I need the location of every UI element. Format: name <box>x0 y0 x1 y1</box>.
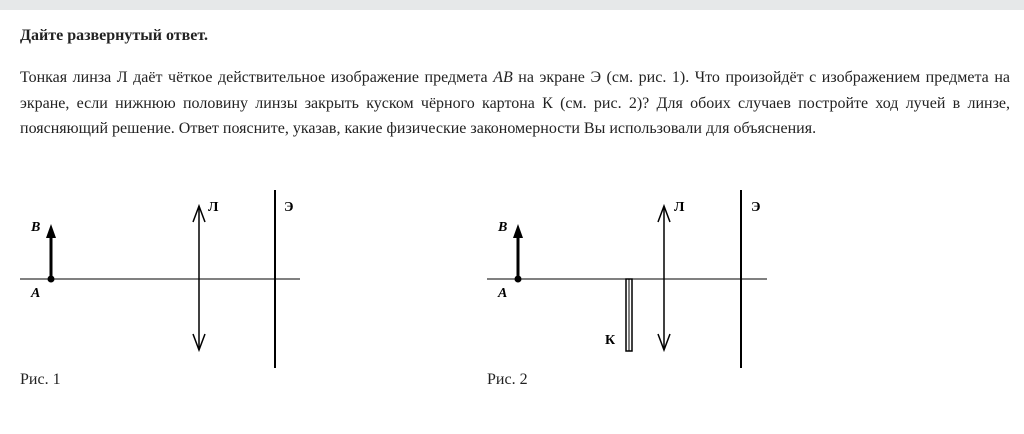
object-point-a <box>515 276 522 283</box>
label-b: B <box>31 220 41 235</box>
label-lens: Л <box>674 200 685 215</box>
figure-2-caption: Рис. 2 <box>487 371 528 388</box>
object-arrowhead <box>513 224 523 238</box>
figure-1 <box>10 186 310 372</box>
label-a: A <box>498 286 508 301</box>
label-b: B <box>498 220 508 235</box>
top-bar <box>0 0 1024 10</box>
label-a: A <box>31 286 41 301</box>
label-lens: Л <box>208 200 219 215</box>
object-arrowhead <box>46 224 56 238</box>
label-screen: Э <box>284 200 294 215</box>
figure-1-caption: Рис. 1 <box>20 371 61 388</box>
task-heading: Дайте развернутый ответ. <box>20 27 208 44</box>
object-label: AB <box>493 69 513 86</box>
label-screen: Э <box>751 200 761 215</box>
label-cardboard: К <box>605 333 616 348</box>
figure-2 <box>477 186 777 372</box>
problem-text-part2: на экране Э (см. рис. 1). Что произойдёт с изображением предмета на экране, если нижнюю половину линзы закрыть куском чёрного картона К (см. рис. 2)? Для обоих случаев постройте ход лучей в линзе, поясняющий решение. Ответ поясните, указав, какие физические закономерности Вы использовали для объяснения. <box>20 69 1010 137</box>
problem-text-part1: Тонкая линза Л даёт чёткое действительное изображение предмета <box>20 69 494 86</box>
problem-text <box>20 65 1010 142</box>
object-point-a <box>48 276 55 283</box>
